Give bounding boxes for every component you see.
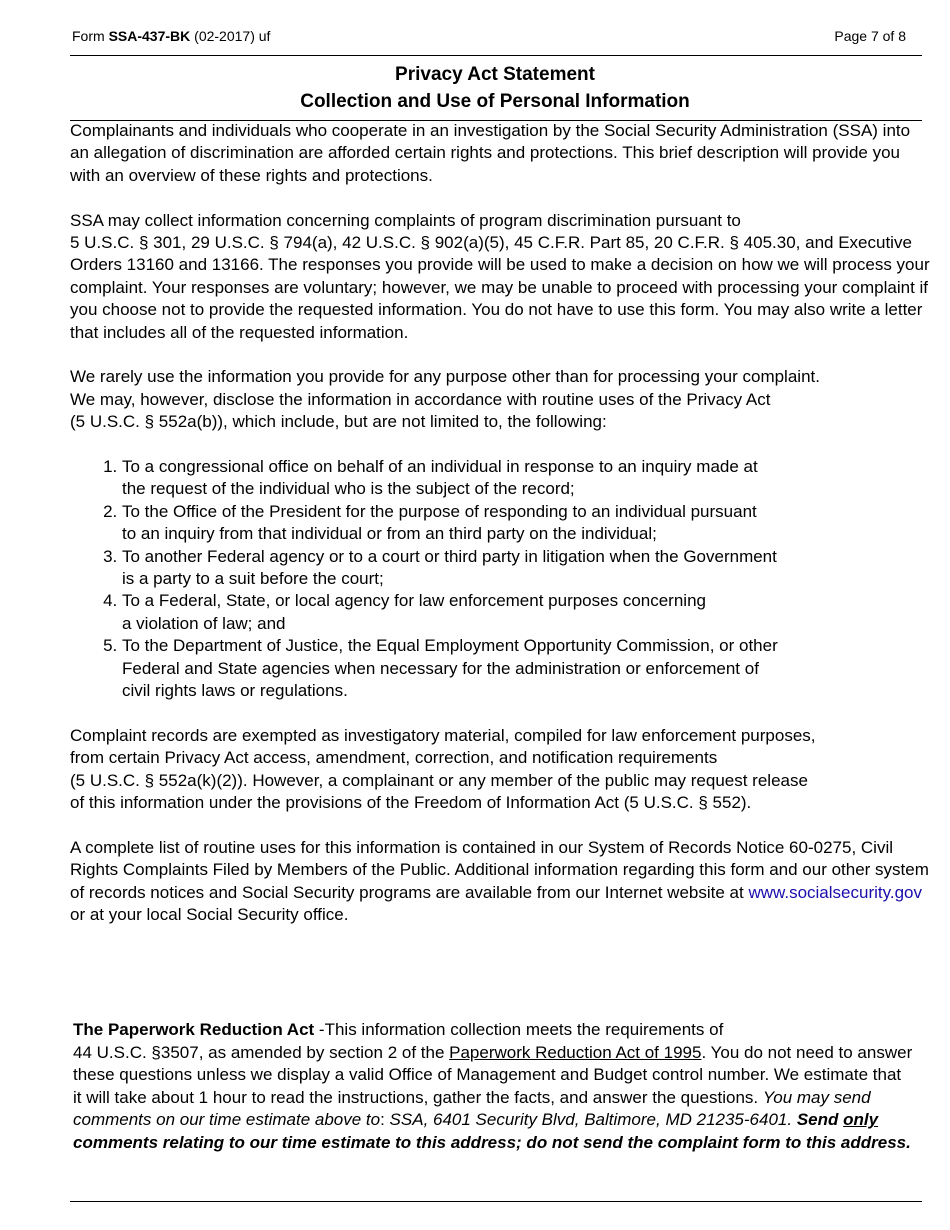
paragraph-exemption — [70, 725, 930, 815]
paragraph-authority — [70, 210, 930, 344]
page-header — [72, 28, 906, 48]
footer-divider — [70, 1201, 922, 1202]
paperwork-act-reference: Paperwork Reduction Act of 1995 — [449, 1042, 702, 1062]
authority-rest: 5 U.S.C. § 301, 29 U.S.C. § 794(a), 42 U.S.C. § 902(a)(5), 45 C.F.R. Part 85, 20 C.F.R. § 405.30, and Executive Orders 13160 and 13166. The responses you provide will be used to make a decision on how we will process your complaint. Your responses are voluntary; however, we may be unable to proceed with processing your complaint if you choose not to provide the requested information. You do not have to use this form. You may also write a letter that includes all of the requested information. — [70, 233, 930, 342]
form-id — [72, 28, 270, 44]
page-title — [0, 61, 950, 115]
exemption-line-4: of this information under the provisions of the Freedom of Information Act (5 U.S.C. § 552). — [70, 793, 752, 813]
list-item-line: To another Federal agency or to a court or third party in litigation when the Government — [122, 546, 777, 566]
paperwork-text-1: -This information collection meets the requirements of — [314, 1020, 724, 1039]
paperwork-colon: : — [380, 1110, 390, 1130]
list-item-line: To a congressional office on behalf of an individual in response to an inquiry made at — [122, 457, 758, 477]
page-number: Page 7 of 8 — [834, 28, 906, 44]
paperwork-warning-2: comments relating to our time estimate to this address; do not send the complaint form to this address. — [73, 1132, 911, 1152]
list-item-line: to an inquiry from that individual or from an third party on the individual; — [122, 524, 657, 544]
paperwork-address: SSA, 6401 Security Blvd, Baltimore, MD 21235-6401. — [389, 1110, 793, 1130]
paragraph-routine-uses — [70, 837, 930, 927]
exemption-line-2: from certain Privacy Act access, amendment, correction, and notification requirements — [70, 748, 718, 768]
form-revision: (02-2017) uf — [190, 28, 271, 44]
disclosure-line-1: We rarely use the information you provide for any purpose other than for processing your complaint. — [70, 367, 820, 387]
privacy-act-body — [70, 120, 930, 949]
paperwork-warning-only: only — [843, 1110, 879, 1130]
routine-uses-end: or at your local Social Security office. — [70, 905, 349, 925]
paperwork-comments-note: You may send comments on our time estimate above to — [73, 1087, 871, 1130]
list-item-line: the request of the individual who is the subject of the record; — [122, 479, 575, 499]
list-item — [122, 501, 930, 546]
routine-uses-list — [70, 456, 930, 702]
paperwork-text-3: . You do not need to answer these questions unless we display a valid Office of Management and Budget control number. We estimate that it will take about 1 hour to read the instructions, gather the facts, and answer the questions. — [73, 1042, 913, 1107]
list-item-line: civil rights laws or regulations. — [122, 681, 348, 701]
header-divider — [70, 55, 922, 56]
list-item — [122, 635, 930, 702]
paragraph-rights: Complainants and individuals who cooperate in an investigation by the Social Security Administration (SSA) into an allegation of discrimination are afforded certain rights and protections. This brief description will provide you with an overview of these rights and protections. — [70, 121, 911, 185]
list-item-line: Federal and State agencies when necessary for the administration or enforcement of — [122, 658, 759, 678]
authority-line-1: SSA may collect information concerning complaints of program discrimination pursuant to — [70, 210, 741, 230]
list-item-line: To a Federal, State, or local agency for law enforcement purposes concerning — [122, 591, 706, 611]
list-item — [122, 590, 930, 635]
list-item — [122, 546, 930, 591]
disclosure-line-3: (5 U.S.C. § 552a(b)), which include, but are not limited to, the following: — [70, 412, 607, 432]
list-item-line: is a party to a suit before the court; — [122, 569, 384, 589]
paragraph-disclosure — [70, 366, 930, 433]
form-prefix: Form — [72, 28, 109, 44]
title-line-1: Privacy Act Statement — [395, 64, 595, 85]
disclosure-line-2: We may, however, disclose the information in accordance with routine uses of the Privacy Act — [70, 389, 771, 409]
list-item — [122, 456, 930, 501]
title-line-2: Collection and Use of Personal Information — [300, 91, 690, 112]
ssa-website-link[interactable]: www.socialsecurity.gov — [748, 882, 922, 902]
paperwork-text-2: 44 U.S.C. §3507, as amended by section 2 of the — [73, 1042, 450, 1062]
list-item-line: a violation of law; and — [122, 613, 286, 633]
list-item-line: To the Department of Justice, the Equal Employment Opportunity Commission, or other — [122, 636, 778, 656]
paperwork-heading: The Paperwork Reduction Act — [73, 1020, 315, 1039]
paperwork-warning-1: Send — [796, 1110, 844, 1130]
exemption-line-3: (5 U.S.C. § 552a(k)(2)). However, a complainant or any member of the public may request release — [70, 770, 808, 790]
exemption-line-1: Complaint records are exempted as investigatory material, compiled for law enforcement purposes, — [70, 725, 816, 745]
paperwork-reduction-act — [73, 1019, 913, 1155]
form-code: SSA-437-BK — [108, 28, 191, 44]
list-item-line: To the Office of the President for the purpose of responding to an individual pursuant — [122, 501, 757, 521]
routine-uses-text: A complete list of routine uses for this information is contained in our System of Records Notice 60-0275, Civil Rights Complaints Filed by Members of the Public. Additional information regarding this form and our other system of records notices and Social Security programs are available from our Internet website at — [70, 837, 929, 902]
